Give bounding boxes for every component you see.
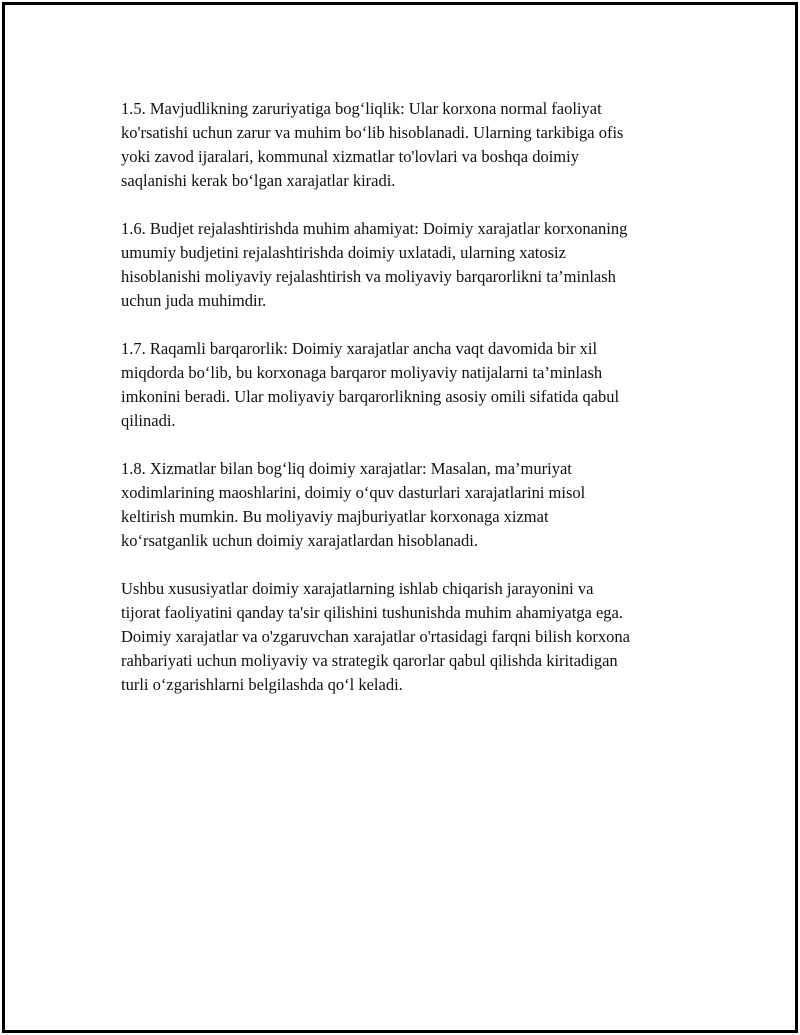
document-body — [121, 97, 696, 721]
paragraph-1-6: 1.6. Budjet rejalashtirishda muhim ahamiyat: Doimiy xarajatlar korxonaning umumiy budjetini rejalashtirishda doimiy uxlatadi, ularning xatosiz hisoblanishi moliyaviy rejalashtirish va moliyaviy barqarorlikni ta’minlash uchun juda muhimdir. — [121, 219, 628, 310]
paragraph-summary: Ushbu xususiyatlar doimiy xarajatlarning ishlab chiqarish jarayonini va tijorat faoliyatini qanday ta'sir qilishini tushunishda muhim ahamiyatga ega. Doimiy xarajatlar va o'zgaruvchan xarajatlar o'rtasidagi farqni bilish korxona rahbariyati uchun moliyaviy va strategik qarorlar qabul qilishda kiritadigan turli o‘zgarishlarni belgilashda qo‘l keladi. — [121, 579, 631, 694]
paragraph-1-7: 1.7. Raqamli barqarorlik: Doimiy xarajatlar ancha vaqt davomida bir xil miqdorda bo‘lib, bu korxonaga barqaror moliyaviy natijalarni ta’minlash imkonini beradi. Ular moliyaviy barqarorlikning asosiy omili sifatida qabul qilinadi. — [121, 339, 620, 430]
page-frame — [2, 2, 798, 1033]
paragraph-1-5: 1.5. Mavjudlikning zaruriyatiga bog‘liqlik: Ular korxona normal faoliyat ko'rsatishi uchun zarur va muhim bo‘lib hisoblanadi. Ularning tarkibiga ofis yoki zavod ijaralari, kommunal xizmatlar to'lovlari va boshqa doimiy saqlanishi kerak bo‘lgan xarajatlar kiradi. — [121, 99, 624, 190]
paragraph-1-8: 1.8. Xizmatlar bilan bog‘liq doimiy xarajatlar: Masalan, ma’muriyat xodimlarining maoshlarini, doimiy o‘quv dasturlari xarajatlarini misol keltirish mumkin. Bu moliyaviy majburiyatlar korxonaga xizmat ko‘rsatganlik uchun doimiy xarajatlardan hisoblanadi. — [121, 459, 586, 550]
